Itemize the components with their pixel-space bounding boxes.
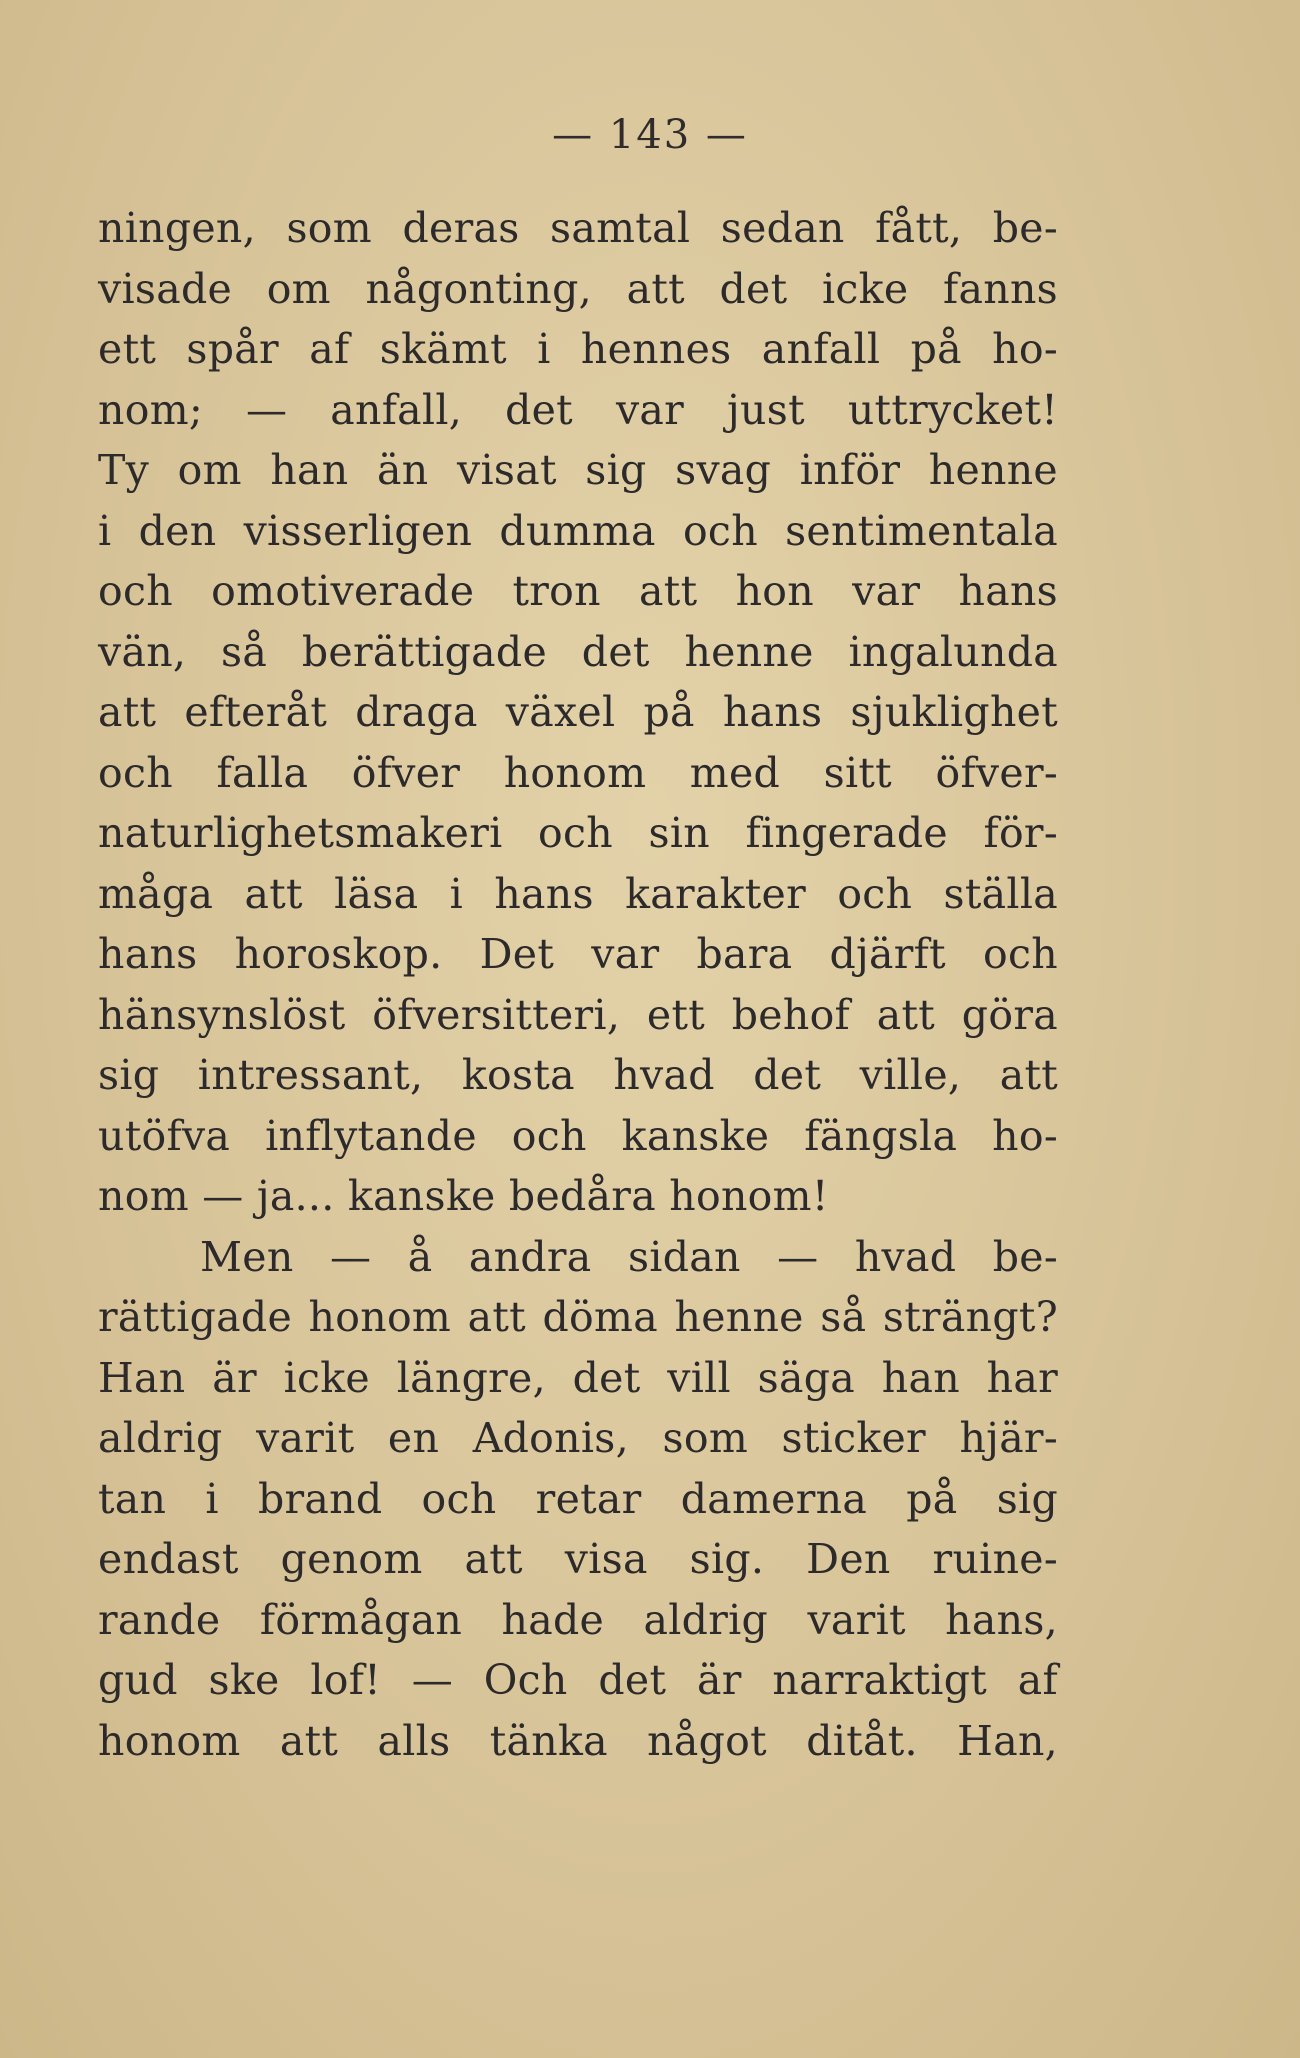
text-line: endast genom att visa sig. Den ruine- <box>98 1535 1058 1583</box>
text-line: och omotiverade tron att hon var hans <box>98 567 1058 615</box>
text-line: rättigade honom att döma henne så strängt? <box>98 1293 1058 1341</box>
text-line: nom — ja... kanske bedåra honom! <box>98 1172 829 1220</box>
text-line: naturlighetsmakeri och sin fingerade för- <box>98 809 1058 857</box>
text-line: sig intressant, kosta hvad det ville, att <box>98 1051 1058 1099</box>
text-line: visade om någonting, att det icke fanns <box>98 264 1058 313</box>
text-line: vän, så berättigade det henne ingalunda <box>98 627 1058 676</box>
text-line: nom; — anfall, det var just uttrycket! <box>98 385 1058 434</box>
page-number: — 143 — <box>552 112 748 158</box>
text-line: honom att alls tänka något ditåt. Han, <box>98 1716 1058 1765</box>
text-line: ningen, som deras samtal sedan fått, be- <box>98 204 1058 252</box>
text-line: rande förmågan hade aldrig varit hans, <box>98 1595 1058 1644</box>
text-line: utöfva inflytande och kanske fängsla ho- <box>98 1111 1058 1160</box>
body-text <box>98 198 1058 1771</box>
text-line: gud ske lof! — Och det är narraktigt af <box>98 1656 1058 1704</box>
text-line: Ty om han än visat sig svag inför henne <box>98 446 1058 494</box>
text-line: Men — å andra sidan — hvad be- <box>200 1232 1058 1281</box>
text-line: tan i brand och retar damerna på sig <box>98 1474 1058 1523</box>
text-line: aldrig varit en Adonis, som sticker hjär- <box>98 1414 1058 1462</box>
text-line: att efteråt draga växel på hans sjuklighet <box>98 688 1058 736</box>
text-line: Han är icke längre, det vill säga han har <box>98 1353 1058 1402</box>
text-line: i den visserligen dumma och sentimentala <box>98 506 1058 555</box>
text-line: måga att läsa i hans karakter och ställa <box>98 869 1058 918</box>
text-line: hänsynslöst öfversitteri, ett behof att göra <box>98 990 1058 1039</box>
text-line: hans horoskop. Det var bara djärft och <box>98 930 1058 978</box>
text-line: ett spår af skämt i hennes anfall på ho- <box>98 325 1058 373</box>
text-line: och falla öfver honom med sitt öfver- <box>98 748 1058 797</box>
